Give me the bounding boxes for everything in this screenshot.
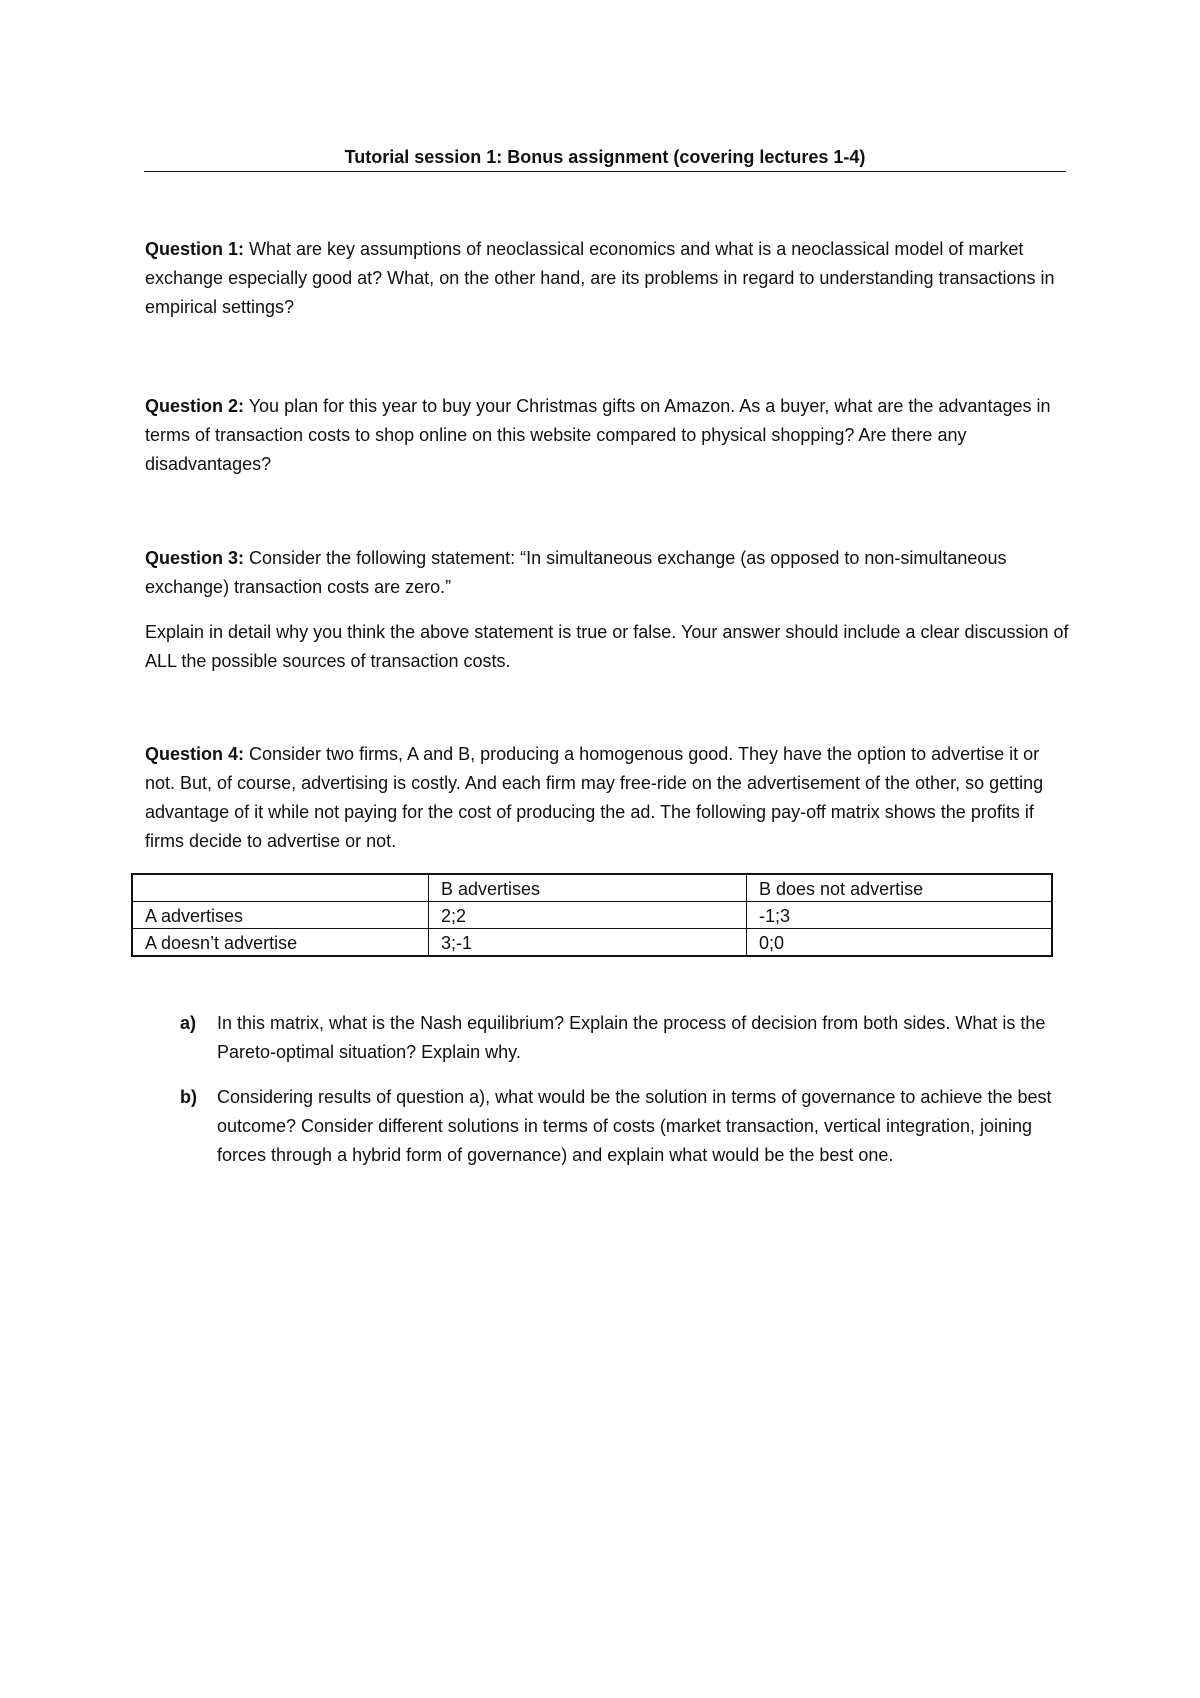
payoff-matrix-table <box>131 873 1053 957</box>
document-title: Tutorial session 1: Bonus assignment (covering lectures 1-4) <box>344 147 866 167</box>
question-2 <box>145 392 1070 479</box>
subquestion-b-text: Considering results of question a), what would be the solution in terms of governance to achieve the best outcome? Consider different solutions in terms of costs (market transaction, vertical integration, joining forces through a hybrid form of governance) and explain what would be the best one. <box>217 1087 1052 1165</box>
table-cell: 2;2 <box>429 902 747 929</box>
question-1-text: What are key assumptions of neoclassical economics and what is a neoclassical model of market exchange especially good at? What, on the other hand, are its problems in regard to understanding transactions in empirical settings? <box>145 239 1055 317</box>
table-row <box>132 929 1052 957</box>
table-cell: -1;3 <box>747 902 1053 929</box>
question-3-label: Question 3: <box>145 548 245 568</box>
question-2-text: You plan for this year to buy your Christmas gifts on Amazon. As a buyer, what are the advantages in terms of transaction costs to shop online on this website compared to physical shopping? Are there any disadvantages? <box>145 396 1051 474</box>
table-header-cell: B advertises <box>429 874 747 902</box>
table-cell: 0;0 <box>747 929 1053 957</box>
question-2-label: Question 2: <box>145 396 245 416</box>
question-4 <box>145 740 1070 856</box>
question-1 <box>145 235 1070 322</box>
table-header-cell-empty <box>132 874 429 902</box>
question-4-label: Question 4: <box>145 744 245 764</box>
table-header-cell: B does not advertise <box>747 874 1053 902</box>
question-4-text: Consider two firms, A and B, producing a homogenous good. They have the option to advertise it or not. But, of course, advertising is costly. And each firm may free-ride on the advertisement of the other, so getting advantage of it while not paying for the cost of producing the ad. The following pay-off matrix shows the profits if firms decide to advertise or not. <box>145 744 1044 851</box>
question-3-text: Consider the following statement: “In simultaneous exchange (as opposed to non-simultaneous exchange) transaction costs are zero.” <box>145 548 1007 597</box>
subquestion-a-text: In this matrix, what is the Nash equilibrium? Explain the process of decision from both sides. What is the Pareto-optimal situation? Explain why. <box>217 1013 1046 1062</box>
table-row-label: A doesn’t advertise <box>132 929 429 957</box>
table-cell: 3;-1 <box>429 929 747 957</box>
table-row <box>132 902 1052 929</box>
table-row-label: A advertises <box>132 902 429 929</box>
table-header-row <box>132 874 1052 902</box>
subquestion-b-marker: b) <box>180 1087 197 1107</box>
subquestion-a-marker: a) <box>180 1013 197 1033</box>
question-1-label: Question 1: <box>145 239 245 259</box>
title-underline <box>144 171 1066 172</box>
question-3 <box>145 544 1070 602</box>
question-3-followup: Explain in detail why you think the above statement is true or false. Your answer should include a clear discussion of ALL the possible sources of transaction costs. <box>145 622 1069 671</box>
